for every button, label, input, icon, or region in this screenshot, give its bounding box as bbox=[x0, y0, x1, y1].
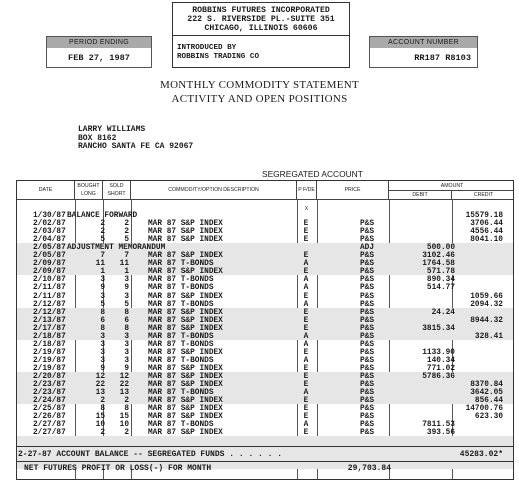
row-sold: 3 bbox=[124, 292, 129, 301]
row-description: ADJUSTMENT MEMORANDUM bbox=[67, 244, 166, 253]
row-bought: 3 bbox=[100, 348, 105, 357]
row-description: MAR 87 S&P INDEX bbox=[148, 308, 223, 317]
account-balance-label: 2-27-87 ACCOUNT BALANCE -- SEGREGATED FUNDS . . . . . . bbox=[18, 450, 283, 459]
row-date: 2/09/87 bbox=[33, 268, 66, 277]
row-sold: 2 bbox=[124, 429, 129, 438]
table-row bbox=[17, 381, 514, 389]
row-pf-code: E bbox=[303, 292, 309, 301]
row-bought: 1 bbox=[100, 268, 105, 277]
row-bought: 5 bbox=[100, 300, 105, 309]
row-description: MAR 87 S&P INDEX bbox=[148, 236, 223, 245]
row-debit: 393.56 bbox=[426, 429, 455, 438]
row-debit: 1764.58 bbox=[422, 260, 455, 269]
row-pf-code: A bbox=[303, 276, 309, 285]
header-debit: DEBIT bbox=[389, 191, 452, 200]
row-bought: 3 bbox=[100, 356, 105, 365]
table-row bbox=[17, 301, 514, 309]
account-number-box bbox=[369, 36, 478, 68]
row-description: MAR 87 S&P INDEX bbox=[148, 228, 223, 237]
row-price: P&S bbox=[360, 364, 375, 373]
row-price: P&S bbox=[360, 429, 375, 438]
row-debit: 890.34 bbox=[426, 276, 455, 285]
row-description: MAR 87 S&P INDEX bbox=[148, 397, 223, 406]
row-sold: 3 bbox=[124, 340, 129, 349]
row-bought: 8 bbox=[100, 308, 105, 317]
row-bought: 3 bbox=[100, 340, 105, 349]
statement-title: MONTHLY COMMODITY STATEMENT bbox=[159, 79, 359, 91]
row-pf-code: E bbox=[303, 268, 309, 277]
row-credit: 3642.05 bbox=[470, 389, 503, 398]
row-price: P&S bbox=[360, 340, 375, 349]
row-bought: 3 bbox=[100, 332, 105, 341]
row-bought: 9 bbox=[100, 364, 105, 373]
net-profit-amount: 29,703.84 bbox=[347, 464, 391, 473]
row-pf-code: E bbox=[303, 252, 309, 261]
table-row bbox=[17, 429, 514, 437]
row-pf-code: A bbox=[303, 421, 309, 430]
header-price: PRICE bbox=[317, 181, 389, 200]
row-debit: 5786.36 bbox=[422, 373, 455, 381]
row-price: P&S bbox=[360, 292, 375, 301]
row-price: P&S bbox=[360, 373, 375, 381]
row-price: P&S bbox=[360, 308, 375, 317]
row-sold: 5 bbox=[124, 300, 129, 309]
row-description: MAR 87 T-BONDS bbox=[148, 421, 214, 430]
row-pf-code: E bbox=[303, 236, 309, 245]
row-price: P&S bbox=[360, 421, 375, 430]
table-row bbox=[17, 276, 514, 284]
row-sold: 8 bbox=[124, 405, 129, 414]
table-row bbox=[17, 357, 514, 365]
row-debit: 24.24 bbox=[431, 308, 455, 317]
row-pf-code: E bbox=[303, 429, 309, 438]
row-debit: 514.77 bbox=[426, 284, 455, 293]
table-row bbox=[17, 413, 514, 421]
row-sold: 10 bbox=[119, 421, 129, 430]
row-debit: 1133.90 bbox=[422, 348, 455, 357]
row-sold: 15 bbox=[119, 413, 129, 422]
table-row bbox=[17, 260, 514, 268]
header-sold: SOLD SHORT bbox=[103, 181, 131, 200]
row-bought: 11 bbox=[95, 260, 105, 269]
row-debit: 571.78 bbox=[426, 268, 455, 277]
row-description: MAR 87 T-BONDS bbox=[148, 260, 214, 269]
row-credit: 8370.84 bbox=[470, 381, 503, 390]
row-sold: 1 bbox=[124, 268, 129, 277]
row-bought: 9 bbox=[100, 284, 105, 293]
row-description: MAR 87 S&P INDEX bbox=[148, 268, 223, 277]
header-amount: AMOUNT bbox=[389, 181, 514, 191]
customer-address bbox=[78, 126, 193, 152]
row-date: 2/03/87 bbox=[33, 228, 66, 237]
row-date: 2/23/87 bbox=[33, 381, 66, 390]
row-bought: 3 bbox=[100, 276, 105, 285]
row-description: MAR 87 S&P INDEX bbox=[148, 316, 223, 325]
row-bought: 2 bbox=[100, 220, 105, 229]
activity-table bbox=[16, 180, 514, 480]
row-sold: 12 bbox=[119, 373, 129, 381]
row-price: P&S bbox=[360, 356, 375, 365]
row-date: 2/12/87 bbox=[33, 308, 66, 317]
row-date: 2/11/87 bbox=[33, 292, 66, 301]
row-sold: 8 bbox=[124, 308, 129, 317]
table-row bbox=[17, 293, 514, 301]
table-row bbox=[17, 397, 514, 405]
header-credit: CREDIT bbox=[452, 191, 514, 200]
introducing-broker: ROBBINS TRADING CO bbox=[177, 52, 260, 61]
row-description: MAR 87 S&P INDEX bbox=[148, 220, 223, 229]
period-ending-label: PERIOD ENDING bbox=[47, 37, 151, 48]
row-description: MAR 87 S&P INDEX bbox=[148, 364, 223, 373]
row-description: MAR 87 S&P INDEX bbox=[148, 324, 223, 333]
row-bought: 12 bbox=[95, 373, 105, 381]
row-pf-code: E bbox=[303, 405, 309, 414]
row-credit: 8944.32 bbox=[470, 316, 503, 325]
table-row bbox=[17, 349, 514, 357]
table-row bbox=[17, 373, 514, 381]
firm-name: ROBBINS FUTURES INCORPORATED bbox=[192, 6, 330, 15]
row-price: P&S bbox=[360, 300, 375, 309]
row-debit: 7811.53 bbox=[422, 421, 455, 430]
row-description: MAR 87 S&P INDEX bbox=[148, 413, 223, 422]
row-price: P&S bbox=[360, 381, 375, 390]
customer-box: BOX 8162 bbox=[78, 133, 117, 143]
row-description: MAR 87 T-BONDS bbox=[148, 332, 214, 341]
row-date: 2/19/87 bbox=[33, 356, 66, 365]
row-pf-code: A bbox=[303, 356, 309, 365]
row-credit: 856.44 bbox=[474, 397, 503, 406]
row-date: 2/23/87 bbox=[33, 389, 66, 398]
row-credit: 328.41 bbox=[474, 332, 503, 341]
row-debit: 140.34 bbox=[426, 356, 455, 365]
row-date: 2/05/87 bbox=[33, 252, 66, 261]
table-row bbox=[17, 333, 514, 341]
row-price: P&S bbox=[360, 389, 375, 398]
table-row bbox=[17, 268, 514, 276]
account-number-label: ACCOUNT NUMBER bbox=[370, 37, 477, 48]
header-pf: P F/DE X bbox=[297, 181, 317, 200]
row-description: MAR 87 T-BONDS bbox=[148, 276, 214, 285]
row-bought: 8 bbox=[100, 405, 105, 414]
row-credit: 2094.32 bbox=[470, 300, 503, 309]
customer-name: LARRY WILLIAMS bbox=[78, 125, 146, 134]
row-price: P&S bbox=[360, 260, 375, 269]
row-sold: 3 bbox=[124, 332, 129, 341]
row-sold: 22 bbox=[119, 381, 129, 390]
row-date: 2/04/87 bbox=[33, 236, 66, 245]
row-sold: 3 bbox=[124, 356, 129, 365]
table-row bbox=[17, 228, 514, 236]
row-pf-code: A bbox=[303, 260, 309, 269]
row-bought: 2 bbox=[100, 397, 105, 406]
statement-subtitle: ACTIVITY AND OPEN POSITIONS bbox=[171, 93, 348, 105]
row-bought: 13 bbox=[95, 389, 105, 398]
net-profit-label: NET FUTURES PROFIT OR LOSS(-) FOR MONTH bbox=[24, 464, 212, 473]
row-credit: 14700.76 bbox=[465, 405, 503, 414]
row-pf-code: E bbox=[303, 316, 309, 325]
row-bought: 2 bbox=[100, 429, 105, 438]
row-description: MAR 87 T-BONDS bbox=[148, 356, 214, 365]
row-price: P&S bbox=[360, 348, 375, 357]
introduced-by-label: INTRODUCED BY bbox=[177, 44, 237, 52]
row-bought: 6 bbox=[100, 316, 105, 325]
row-description: MAR 87 T-BONDS bbox=[148, 340, 214, 349]
row-date: 2/09/87 bbox=[33, 260, 66, 269]
row-pf-code: A bbox=[303, 300, 309, 309]
row-pf-code: E bbox=[303, 308, 309, 317]
row-description: MAR 87 S&P INDEX bbox=[148, 373, 223, 381]
row-bought: 15 bbox=[95, 413, 105, 422]
header-bought: BOUGHT LONG bbox=[75, 181, 103, 200]
row-price: P&S bbox=[360, 284, 375, 293]
row-description: MAR 87 S&P INDEX bbox=[148, 292, 223, 301]
row-date: 2/02/87 bbox=[33, 220, 66, 229]
firm-street: 222 S. RIVERSIDE PL.-SUITE 351 bbox=[187, 15, 335, 24]
row-sold: 3 bbox=[124, 348, 129, 357]
row-sold: 13 bbox=[119, 389, 129, 398]
row-pf-code: A bbox=[303, 389, 309, 398]
table-row bbox=[17, 284, 514, 292]
row-description: MAR 87 S&P INDEX bbox=[148, 429, 223, 438]
table-row bbox=[17, 365, 514, 373]
header-description: COMMODITY/OPTION DESCRIPTION bbox=[131, 181, 297, 200]
section-heading: SEGREGATED ACCOUNT bbox=[262, 169, 363, 179]
row-credit: 1059.66 bbox=[470, 292, 503, 301]
row-date: 2/27/87 bbox=[33, 429, 66, 438]
row-price: P&S bbox=[360, 268, 375, 277]
row-description: BALANCE FORWARD bbox=[67, 212, 138, 220]
row-sold: 6 bbox=[124, 316, 129, 325]
table-row bbox=[17, 212, 514, 220]
customer-city: RANCHO SANTA FE CA 92067 bbox=[78, 142, 194, 152]
row-debit: 771.02 bbox=[426, 364, 455, 373]
row-sold: 5 bbox=[124, 236, 129, 245]
row-sold: 2 bbox=[124, 220, 129, 229]
row-date: 2/27/87 bbox=[33, 421, 66, 430]
row-debit: 3815.34 bbox=[422, 324, 455, 333]
table-row bbox=[17, 309, 514, 317]
row-sold: 8 bbox=[124, 324, 129, 333]
row-sold: 11 bbox=[119, 260, 129, 269]
row-price: P&S bbox=[360, 276, 375, 285]
row-price: ADJ bbox=[360, 244, 375, 253]
table-row bbox=[17, 317, 514, 325]
table-row bbox=[17, 405, 514, 413]
row-date: 2/20/87 bbox=[33, 373, 66, 381]
row-description: MAR 87 S&P INDEX bbox=[148, 381, 223, 390]
row-pf-code: A bbox=[303, 284, 309, 293]
row-credit: 15579.18 bbox=[465, 212, 503, 220]
row-description: MAR 87 S&P INDEX bbox=[148, 348, 223, 357]
row-pf-code: E bbox=[303, 348, 309, 357]
row-description: MAR 87 S&P INDEX bbox=[148, 405, 223, 414]
row-sold: 3 bbox=[124, 276, 129, 285]
row-price: P&S bbox=[360, 220, 375, 229]
row-bought: 8 bbox=[100, 324, 105, 333]
row-credit: 4556.44 bbox=[470, 228, 503, 237]
row-pf-code: E bbox=[303, 397, 309, 406]
row-price: P&S bbox=[360, 236, 375, 245]
table-row bbox=[17, 252, 514, 260]
firm-header-box bbox=[172, 2, 350, 68]
table-row bbox=[17, 244, 514, 252]
row-description: MAR 87 S&P INDEX bbox=[148, 252, 223, 261]
row-price: P&S bbox=[360, 228, 375, 237]
row-date: 2/11/87 bbox=[33, 284, 66, 293]
row-debit: 500.00 bbox=[426, 244, 455, 253]
row-date: 1/30/87 bbox=[33, 212, 66, 220]
row-date: 2/25/87 bbox=[33, 405, 66, 414]
row-date: 2/17/87 bbox=[33, 324, 66, 333]
row-sold: 2 bbox=[124, 228, 129, 237]
row-date: 2/18/87 bbox=[33, 340, 66, 349]
row-date: 2/24/87 bbox=[33, 397, 66, 406]
row-credit: 8041.10 bbox=[470, 236, 503, 245]
row-debit: 3102.46 bbox=[422, 252, 455, 261]
row-bought: 22 bbox=[95, 381, 105, 390]
table-row bbox=[17, 421, 514, 429]
row-pf-code: E bbox=[303, 413, 309, 422]
row-price: P&S bbox=[360, 324, 375, 333]
table-row bbox=[17, 220, 514, 228]
row-pf-code: E bbox=[303, 381, 309, 390]
row-sold: 7 bbox=[124, 252, 129, 261]
period-ending-value: FEB 27, 1987 bbox=[68, 53, 130, 63]
table-row bbox=[17, 341, 514, 349]
row-bought: 5 bbox=[100, 236, 105, 245]
account-number-value: RR187 R8103 bbox=[414, 53, 471, 63]
row-price: P&S bbox=[360, 413, 375, 422]
header-date: DATE bbox=[17, 181, 75, 200]
row-description: MAR 87 T-BONDS bbox=[148, 300, 214, 309]
row-pf-code: E bbox=[303, 220, 309, 229]
firm-divider bbox=[173, 35, 349, 36]
row-pf-code: E bbox=[303, 228, 309, 237]
account-balance-amount: 45283.02* bbox=[459, 450, 503, 459]
row-price: P&S bbox=[360, 316, 375, 325]
firm-city: CHICAGO, ILLINOIS 60606 bbox=[204, 24, 318, 33]
row-date: 2/26/87 bbox=[33, 413, 66, 422]
row-pf-code: E bbox=[303, 324, 309, 333]
row-date: 2/10/87 bbox=[33, 276, 66, 285]
row-credit: 3706.44 bbox=[470, 220, 503, 229]
row-bought: 7 bbox=[100, 252, 105, 261]
row-description: MAR 87 T-BONDS bbox=[148, 389, 214, 398]
row-date: 2/19/87 bbox=[33, 364, 66, 373]
row-pf-code: A bbox=[303, 332, 309, 341]
row-sold: 9 bbox=[124, 284, 129, 293]
row-price: P&S bbox=[360, 332, 375, 341]
row-date: 2/18/87 bbox=[33, 332, 66, 341]
table-row bbox=[17, 325, 514, 333]
account-balance-row bbox=[16, 446, 514, 461]
row-bought: 10 bbox=[95, 421, 105, 430]
row-bought: 2 bbox=[100, 228, 105, 237]
row-date: 2/19/87 bbox=[33, 348, 66, 357]
row-bought: 3 bbox=[100, 292, 105, 301]
row-price: P&S bbox=[360, 405, 375, 414]
row-date: 2/12/87 bbox=[33, 300, 66, 309]
row-pf-code: E bbox=[303, 364, 309, 373]
net-profit-row bbox=[16, 461, 514, 476]
row-pf-code: E bbox=[303, 373, 309, 381]
row-description: MAR 87 T-BONDS bbox=[148, 284, 214, 293]
period-ending-box bbox=[46, 36, 152, 68]
row-date: 2/13/87 bbox=[33, 316, 66, 325]
row-pf-code: A bbox=[303, 340, 309, 349]
row-price: P&S bbox=[360, 252, 375, 261]
table-row bbox=[17, 389, 514, 397]
row-price: P&S bbox=[360, 397, 375, 406]
row-date: 2/05/87 bbox=[33, 244, 66, 253]
table-row bbox=[17, 236, 514, 244]
row-sold: 2 bbox=[124, 397, 129, 406]
row-credit: 623.30 bbox=[474, 413, 503, 422]
row-sold: 9 bbox=[124, 364, 129, 373]
